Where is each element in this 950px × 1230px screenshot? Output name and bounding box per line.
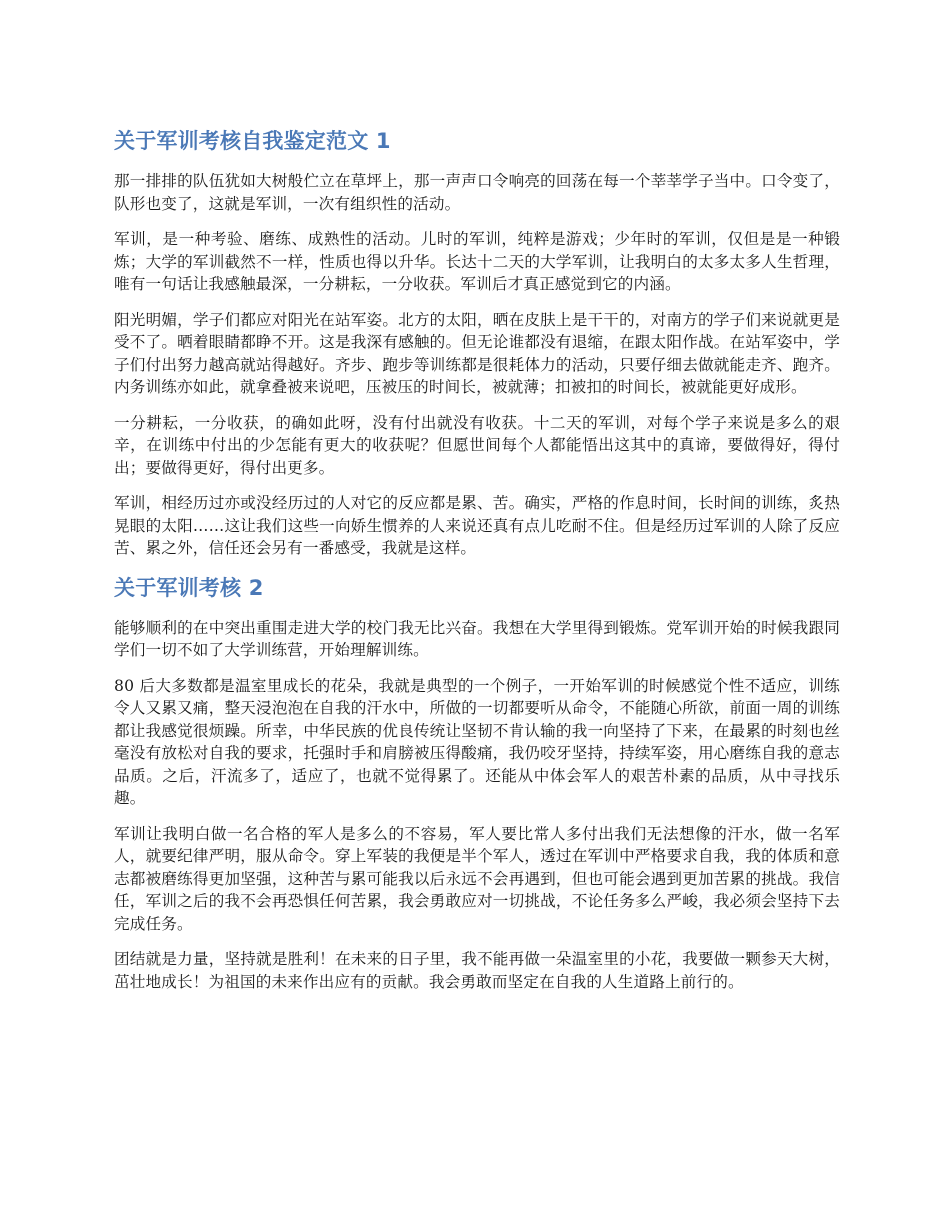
paragraph: 阳光明媚，学子们都应对阳光在站军姿。北方的太阳，晒在皮肤上是干干的，对南方的学子们来说就更是受不了。晒着眼睛都睁不开。这是我深有感触的。但无论谁都没有退缩，在跟太阳作战。在站军姿中，学子们付出努力越高就站得越好。齐步、跑步等训练都是很耗体力的活动，只要仔细去做就能走齐、跑齐。内务训练亦如此，就拿叠被来说吧，压被压的时间长，被就薄；扣被扣的时间长，被就能更好成形。 [114,310,840,396]
paragraph: 军训，是一种考验、磨练、成熟性的活动。儿时的军训，纯粹是游戏；少年时的军训，仅但是是一种锻炼；大学的军训截然不一样，性质也得以升华。长达十二天的大学军训，让我明白的太多太多人生哲理，唯有一句话让我感触最深，一分耕耘，一分收获。军训后才真正感觉到它的内涵。 [114,230,840,293]
paragraph: 团结就是力量，坚持就是胜利！在未来的日子里，我不能再做一朵温室里的小花，我要做一颗参天大树，茁壮地成长！为祖国的未来作出应有的贡献。我会勇敢而坚定在自我的人生道路上前行的。 [114,950,840,991]
paragraph: 一分耕耘，一分收获，的确如此呀，没有付出就没有收获。十二天的军训，对每个学子来说是多么的艰辛，在训练中付出的少怎能有更大的收获呢？但愿世间每个人都能悟出这其中的真谛，要做得好，得付出；要做得更好，得付出更多。 [114,413,840,477]
paragraph: 那一排排的队伍犹如大树般伫立在草坪上，那一声声口令响亮的回荡在每一个莘莘学子当中。口令变了，队形也变了，这就是军训，一次有组织性的活动。 [114,172,840,213]
section-heading-1: 关于军训考核自我鉴定范文 1 [114,129,391,153]
section-heading-2: 关于军训考核 2 [114,575,264,600]
paragraph: 80 后大多数都是温室里成长的花朵，我就是典型的一个例子，一开始军训的时候感觉个性不适应，训练令人又累又痛，整天浸泡泡在自我的汗水中，所做的一切都要听从命令，不能随心所欲，前面一周的训练都让我感觉很烦躁。所幸，中华民族的优良传统让坚韧不肯认输的我一向坚持了下来，在最累的时刻也丝毫没有放松对自我的要求，托强时手和肩膀被压得酸痛，我仍咬牙坚持，持续军姿，用心磨练自我的意志品质。之后，汗流多了，适应了，也就不觉得累了。还能从中体会军人的艰苦朴素的品质，从中寻找乐趣。 [114,676,840,807]
paragraph: 军训，相经历过亦或没经历过的人对它的反应都是累、苦。确实，严格的作息时间，长时间的训练，炙热晃眼的太阳……这让我们这些一向娇生惯养的人来说还真有点儿吃耐不住。但是经历过军训的人除了反应苦、累之外，信任还会另有一番感受，我就是这样。 [114,494,840,557]
paragraph: 能够顺利的在中突出重围走进大学的校门我无比兴奋。我想在大学里得到锻炼。党军训开始的时候我跟同学们一切不如了大学训练营，开始理解训练。 [114,618,840,659]
document-body [114,126,840,1006]
paragraph: 军训让我明白做一名合格的军人是多么的不容易，军人要比常人多付出我们无法想像的汗水，做一名军人，就要纪律严明，服从命令。穿上军装的我便是半个军人，透过在军训中严格要求自我，我的体质和意志都被磨练得更加坚强，这种苦与累可能我以后永远不会再遇到，但也可能会遇到更加苦累的挑战。我信任，军训之后的我不会再恐惧任何苦累，我会勇敢应对一切挑战，不论任务多么严峻，我必须会坚持下去完成任务。 [114,824,840,933]
